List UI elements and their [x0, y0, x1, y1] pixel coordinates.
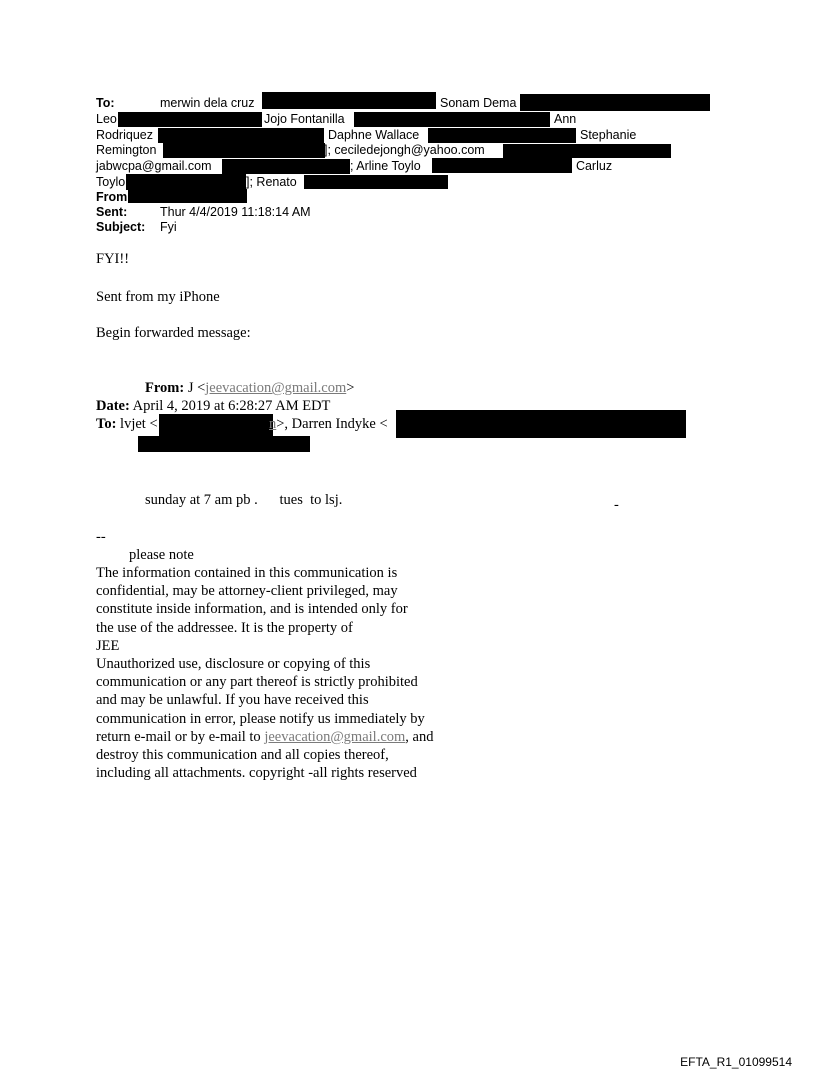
disclaimer-line: constitute inside information, and is intended only for [96, 601, 408, 618]
header-to-name: merwin dela cruz [160, 96, 255, 110]
header-to-name: jabwcpa@gmail.com [96, 159, 212, 173]
header-to-name: Sonam Dema [440, 96, 517, 110]
disclaimer-line: communication or any part thereof is strictly prohibited [96, 674, 418, 691]
forwarded-to-email-link[interactable]: n [269, 416, 277, 432]
forwarded-to-continued [269, 415, 388, 433]
disclaimer-line: destroy this communication and all copies thereof, [96, 747, 389, 764]
forwarded-date-label: Date: [96, 398, 130, 414]
header-to-name: Remington [96, 143, 157, 157]
header-to-name: Rodriquez [96, 128, 153, 142]
redaction-block [126, 174, 246, 190]
forwarded-from-close: > [346, 380, 355, 396]
forwarded-to-value: lvjet < [120, 416, 158, 432]
disclaimer-line: Unauthorized use, disclosure or copying of this [96, 656, 371, 673]
header-subject-value: Fyi [160, 220, 177, 234]
disclaimer-line: the use of the addressee. It is the property of [96, 619, 353, 636]
redaction-block [432, 158, 572, 173]
forwarded-from-name: J < [187, 380, 206, 396]
header-from-label: From [96, 190, 128, 204]
body-line: Begin forwarded message: [96, 325, 251, 341]
header-sent-value: Thur 4/4/2019 11:18:14 AM [160, 205, 311, 219]
header-to-name: ; Carluz [569, 159, 613, 173]
forwarded-date-value: April 4, 2019 at 6:28:27 AM EDT [132, 398, 331, 414]
disclaimer-line: JEE [96, 637, 120, 654]
forwarded-to-label: To: [96, 416, 117, 432]
header-sent-label: Sent: [96, 205, 128, 219]
body-line: FYI!! [96, 251, 130, 267]
disclaimer-block [96, 564, 433, 782]
header-to-name: ; Arline Toylo [350, 159, 421, 173]
redaction-block [428, 128, 576, 143]
redaction-block [354, 112, 550, 127]
disclaimer-text: , and [405, 728, 434, 745]
signature-dashes: -- [96, 529, 106, 545]
redaction-block [138, 436, 310, 452]
disclaimer-line: including all attachments. copyright -all rights reserved [96, 765, 417, 782]
redaction-block [158, 128, 324, 143]
disclaimer-line [96, 728, 433, 746]
forwarded-date [96, 397, 330, 415]
disclaimer-text: return e-mail or by e-mail to [96, 728, 265, 745]
forwarded-to-value-b: >, Darren Indyke < [276, 416, 388, 432]
stray-mark: - [614, 497, 619, 513]
redaction-block [503, 144, 671, 158]
header-to-name: Daphne Wallace [328, 128, 420, 142]
header-to-label: To: [96, 96, 115, 110]
disclaimer-line: communication in error, please notify us immediately by [96, 710, 425, 727]
redaction-block [262, 92, 436, 109]
redaction-block [159, 414, 273, 436]
document-id: EFTA_R1_01099514 [680, 1055, 792, 1069]
redaction-block [520, 94, 710, 111]
redaction-block [222, 159, 350, 174]
header-to-name: Leo [96, 112, 117, 126]
header-to-name: ]; Renato [246, 175, 297, 189]
header-subject-label: Subject: [96, 220, 146, 234]
redaction-block [118, 112, 262, 127]
signature-please-note: please note [129, 547, 194, 563]
header-to-name: Toylo [96, 175, 126, 189]
header-to-name: ]; ceciledejongh@yahoo.com [324, 143, 485, 157]
redaction-block [396, 410, 686, 438]
header-to-name: Ann [554, 112, 577, 126]
redaction-block [128, 189, 247, 203]
disclaimer-line: confidential, may be attorney-client privileged, may [96, 583, 398, 600]
header-to-name: Stephanie [580, 128, 637, 142]
forwarded-from [145, 379, 354, 397]
disclaimer-line: The information contained in this communication is [96, 565, 398, 581]
forwarded-from-label: From: [145, 380, 185, 396]
disclaimer-line: and may be unlawful. If you have received this [96, 692, 369, 709]
forwarded-to [96, 415, 158, 433]
forwarded-message: sunday at 7 am pb . tues to lsj. [145, 492, 343, 508]
body-line: Sent from my iPhone [96, 289, 220, 305]
header-to-name: Jojo Fontanilla [264, 112, 345, 126]
redaction-block [304, 175, 448, 189]
disclaimer-email-link[interactable]: jeevacation@gmail.com [264, 728, 406, 745]
forwarded-from-email-link[interactable]: jeevacation@gmail.com [205, 380, 347, 396]
redaction-block [163, 143, 325, 158]
